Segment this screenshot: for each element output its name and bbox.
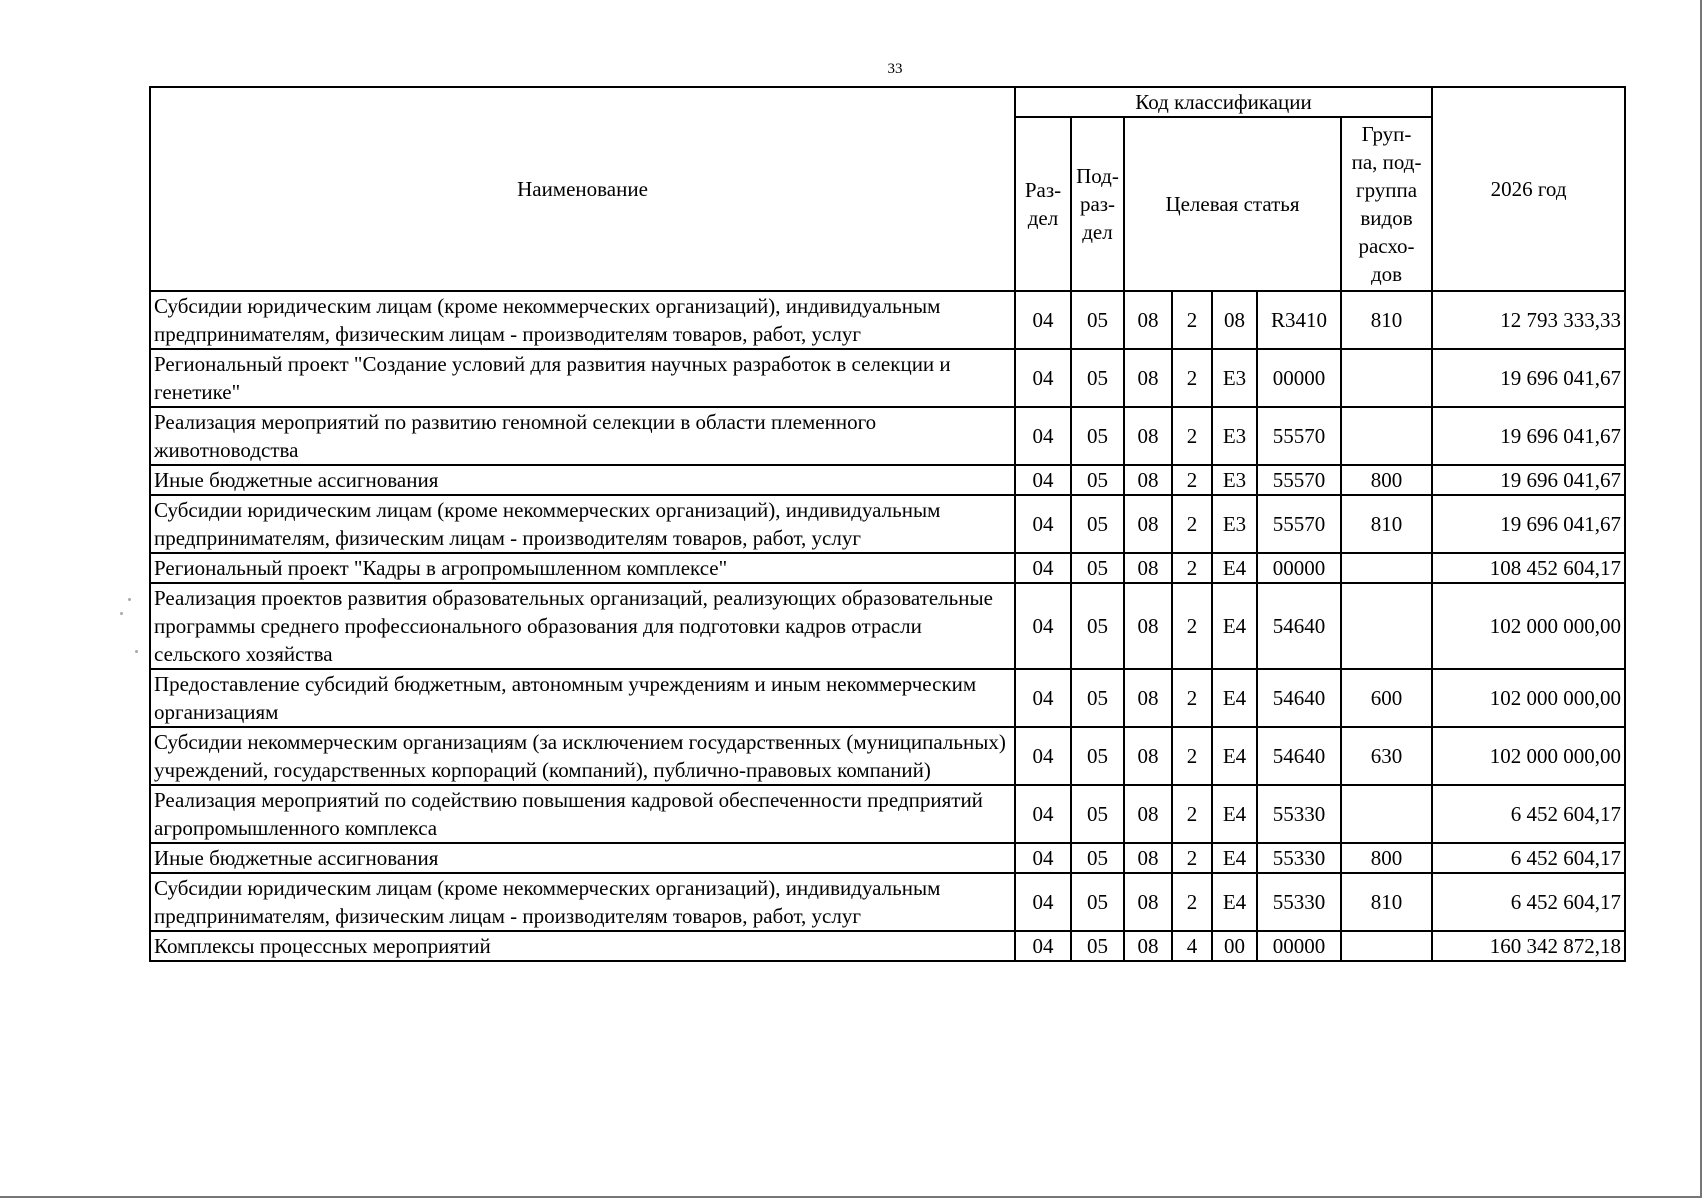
row-section: 04 [1015,931,1071,961]
row-section: 04 [1015,873,1071,931]
row-name: Комплексы процессных мероприятий [150,931,1015,961]
table-row [150,407,1625,465]
row-name: Иные бюджетные ассигнования [150,843,1015,873]
row-subsection: 05 [1071,843,1124,873]
row-amount: 19 696 041,67 [1432,349,1625,407]
row-name: Субсидии юридическим лицам (кроме некоммерческих организаций), индивидуальным предпринимателям, физическим лицам - производителям товаров, работ, услуг [150,291,1015,349]
row-name: Субсидии юридическим лицам (кроме некоммерческих организаций), индивидуальным предпринимателям, физическим лицам - производителям товаров, работ, услуг [150,495,1015,553]
row-target-direction: E4 [1212,727,1257,785]
table-row [150,931,1625,961]
table-row [150,785,1625,843]
scan-speck [135,650,138,653]
row-target-subprogram: 2 [1172,873,1212,931]
row-target-direction: E3 [1212,407,1257,465]
row-section: 04 [1015,785,1071,843]
row-subsection: 05 [1071,785,1124,843]
row-target-subprogram: 2 [1172,669,1212,727]
row-amount: 102 000 000,00 [1432,583,1625,669]
row-target-code: 00000 [1257,931,1341,961]
row-name: Региональный проект "Кадры в агропромышленном комплексе" [150,553,1015,583]
row-target-code: 54640 [1257,583,1341,669]
row-target-direction: E4 [1212,873,1257,931]
row-subsection: 05 [1071,465,1124,495]
row-amount: 6 452 604,17 [1432,873,1625,931]
row-target-code: 55570 [1257,495,1341,553]
row-amount: 102 000 000,00 [1432,727,1625,785]
row-expense-group [1341,785,1432,843]
row-section: 04 [1015,669,1071,727]
row-subsection: 05 [1071,495,1124,553]
row-subsection: 05 [1071,349,1124,407]
row-subsection: 05 [1071,727,1124,785]
table-body [150,291,1625,961]
header-classification: Код классификации [1015,87,1432,117]
row-name: Реализация мероприятий по содействию повышения кадровой обеспеченности предприятий агропромышленного комплекса [150,785,1015,843]
row-target-direction: E4 [1212,843,1257,873]
row-target-direction: E4 [1212,785,1257,843]
row-subsection: 05 [1071,407,1124,465]
row-subsection: 05 [1071,291,1124,349]
table-row [150,843,1625,873]
row-target-program: 08 [1124,407,1172,465]
table-row [150,495,1625,553]
row-expense-group [1341,553,1432,583]
row-target-subprogram: 2 [1172,553,1212,583]
row-section: 04 [1015,495,1071,553]
row-target-program: 08 [1124,553,1172,583]
row-target-subprogram: 4 [1172,931,1212,961]
row-target-code: 55330 [1257,873,1341,931]
row-section: 04 [1015,583,1071,669]
row-expense-group [1341,583,1432,669]
table-row [150,553,1625,583]
row-target-subprogram: 2 [1172,495,1212,553]
row-target-code: 55570 [1257,465,1341,495]
row-target-program: 08 [1124,785,1172,843]
row-expense-group: 810 [1341,495,1432,553]
row-target-code: 55330 [1257,843,1341,873]
row-amount: 19 696 041,67 [1432,465,1625,495]
row-target-direction: E3 [1212,465,1257,495]
table-row [150,465,1625,495]
row-name: Региональный проект "Создание условий для развития научных разработок в селекции и генетике" [150,349,1015,407]
row-target-code: 00000 [1257,349,1341,407]
row-expense-group: 630 [1341,727,1432,785]
row-subsection: 05 [1071,873,1124,931]
row-amount: 6 452 604,17 [1432,843,1625,873]
row-expense-group: 810 [1341,291,1432,349]
row-target-direction: E3 [1212,495,1257,553]
row-target-subprogram: 2 [1172,407,1212,465]
row-subsection: 05 [1071,553,1124,583]
row-section: 04 [1015,407,1071,465]
header-year: 2026 год [1432,87,1625,291]
header-expense-group: Груп- па, под- группа видов расхо- дов [1341,117,1432,291]
table-row [150,349,1625,407]
row-target-subprogram: 2 [1172,727,1212,785]
row-target-code: 00000 [1257,553,1341,583]
table-header [150,87,1625,291]
row-amount: 19 696 041,67 [1432,407,1625,465]
row-section: 04 [1015,553,1071,583]
row-section: 04 [1015,727,1071,785]
row-target-direction: E4 [1212,669,1257,727]
row-target-direction: E3 [1212,349,1257,407]
row-target-subprogram: 2 [1172,785,1212,843]
row-target-code: 54640 [1257,669,1341,727]
row-amount: 12 793 333,33 [1432,291,1625,349]
row-target-program: 08 [1124,495,1172,553]
row-target-program: 08 [1124,727,1172,785]
row-amount: 6 452 604,17 [1432,785,1625,843]
row-target-program: 08 [1124,583,1172,669]
row-target-code: 55570 [1257,407,1341,465]
row-name: Субсидии юридическим лицам (кроме некоммерческих организаций), индивидуальным предпринимателям, физическим лицам - производителям товаров, работ, услуг [150,873,1015,931]
row-section: 04 [1015,349,1071,407]
row-target-program: 08 [1124,349,1172,407]
row-section: 04 [1015,465,1071,495]
row-target-subprogram: 2 [1172,291,1212,349]
row-target-code: 54640 [1257,727,1341,785]
row-target-code: 55330 [1257,785,1341,843]
row-name: Предоставление субсидий бюджетным, автономным учреждениям и иным некоммерческим организациям [150,669,1015,727]
row-target-subprogram: 2 [1172,843,1212,873]
table-row [150,291,1625,349]
row-amount: 160 342 872,18 [1432,931,1625,961]
header-subsection: Под- раз- дел [1071,117,1124,291]
row-target-direction: E4 [1212,583,1257,669]
row-target-program: 08 [1124,465,1172,495]
row-name: Реализация проектов развития образовательных организаций, реализующих образовательные программы среднего профессионального образования для подготовки кадров отрасли сельского хозяйства [150,583,1015,669]
row-target-program: 08 [1124,291,1172,349]
header-target-article: Целевая статья [1124,117,1341,291]
row-target-subprogram: 2 [1172,583,1212,669]
row-target-program: 08 [1124,873,1172,931]
row-target-subprogram: 2 [1172,465,1212,495]
budget-table [149,86,1626,962]
row-target-program: 08 [1124,669,1172,727]
row-amount: 19 696 041,67 [1432,495,1625,553]
table-row [150,727,1625,785]
row-amount: 102 000 000,00 [1432,669,1625,727]
row-section: 04 [1015,843,1071,873]
scan-speck [128,598,131,601]
row-name: Иные бюджетные ассигнования [150,465,1015,495]
row-expense-group [1341,407,1432,465]
row-subsection: 05 [1071,583,1124,669]
table-row [150,873,1625,931]
row-subsection: 05 [1071,931,1124,961]
row-target-code: R3410 [1257,291,1341,349]
header-section: Раз- дел [1015,117,1071,291]
row-expense-group [1341,349,1432,407]
row-target-direction: 08 [1212,291,1257,349]
row-target-direction: E4 [1212,553,1257,583]
row-amount: 108 452 604,17 [1432,553,1625,583]
row-name: Субсидии некоммерческим организациям (за исключением государственных (муниципальных) учреждений, государственных корпораций (компаний), публично-правовых компаний) [150,727,1015,785]
scan-speck [120,612,123,615]
row-section: 04 [1015,291,1071,349]
row-expense-group [1341,931,1432,961]
header-name: Наименование [150,87,1015,291]
row-expense-group: 810 [1341,873,1432,931]
row-target-program: 08 [1124,931,1172,961]
row-target-program: 08 [1124,843,1172,873]
row-expense-group: 800 [1341,465,1432,495]
table-row [150,669,1625,727]
row-target-subprogram: 2 [1172,349,1212,407]
row-target-direction: 00 [1212,931,1257,961]
row-name: Реализация мероприятий по развитию геномной селекции в области племенного животноводства [150,407,1015,465]
page-number: 33 [887,61,903,77]
row-expense-group: 800 [1341,843,1432,873]
table-row [150,583,1625,669]
row-expense-group: 600 [1341,669,1432,727]
row-subsection: 05 [1071,669,1124,727]
